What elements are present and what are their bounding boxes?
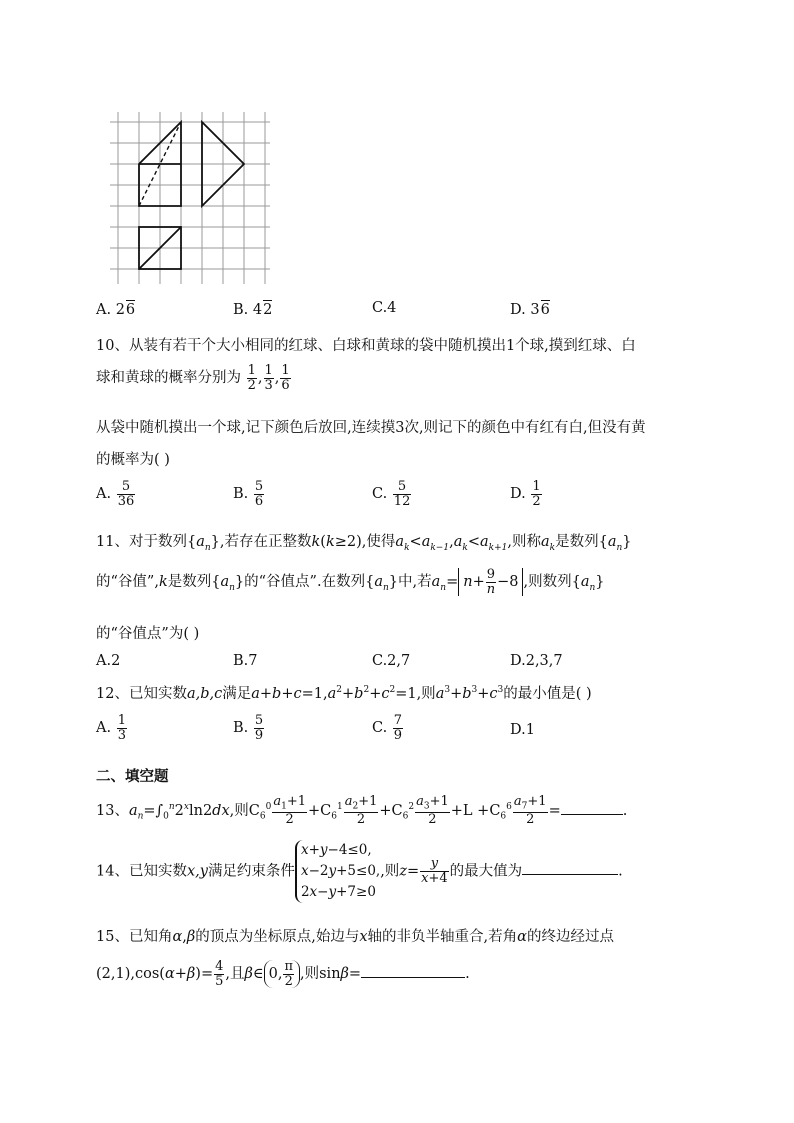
q15-line1: 15、已知角α,β的顶点为坐标原点,始边与x轴的非负半轴重合,若角α的终边经过点 — [96, 929, 614, 945]
q11-option-b: B.7 — [233, 653, 258, 669]
grid — [110, 112, 270, 284]
q11-line1: 11、对于数列$\{a_n\}$,若存在正整数k(k≥2),使得$a_k<a_{k-1},a_k<a_{k+1}$,则称$a_k$是数列$\{a_n\}$ — [96, 534, 632, 553]
q11-option-a: A.2 — [96, 653, 121, 669]
q15-line2: (2,1),cos(α+β)= $\frac{4}{5}$ ,且β∈ 0, $\frac{\pi}{2}$ ,则sinβ= . — [96, 959, 470, 989]
q9-option-b: B. 42 — [233, 302, 273, 318]
q10-option-c: C. $\frac{5}{12}$ — [372, 479, 411, 509]
q11-option-c: C.2,7 — [372, 653, 411, 669]
q12-option-a: A. $\frac{1}{3}$ — [96, 713, 126, 743]
q9-option-a: A. 26 — [96, 302, 136, 318]
q11-option-d: D.2,3,7 — [510, 653, 563, 669]
q14-line: 14、已知实数x,y满足约束条件 x+y−4≤0, x−2y+5≤0, 2x−y+7≥0 ,则z= $\frac{y}{x+4}$ 的最大值为 . — [96, 840, 623, 903]
q9-option-d: D. 36 — [510, 302, 550, 318]
q10-option-d: D. $\frac{1}{2}$ — [510, 479, 541, 509]
q11-line3: 的“谷值点”为( ) — [96, 626, 200, 642]
q12-option-b: B. $\frac{5}{9}$ — [233, 713, 264, 743]
q12-line1: 12、已知实数a,b,c满足$a+b+c=1,a^2+b^2+c^2=1$,则$a^3+b^3+c^3$的最小值是( ) — [96, 685, 592, 702]
q10-line1: 10、从装有若干个大小相同的红球、白球和黄球的袋中随机摸出1个球,摸到红球、白 — [96, 338, 636, 354]
q9-option-c: C.4 — [372, 300, 397, 316]
q10-option-a: A. $\frac{5}{36}$ — [96, 479, 135, 509]
q12-option-d: D.1 — [510, 722, 535, 738]
q10-line2: 球和黄球的概率分别为 $\frac{1}{2}$ , $\frac{1}{3}$ , $\frac{1}{6}$ — [96, 363, 290, 393]
three-view-figure — [110, 112, 270, 284]
section-heading: 二、填空题 — [96, 769, 169, 785]
q10-line3: 从袋中随机摸出一个球,记下颜色后放回,连续摸3次,则记下的颜色中有红有白,但没有黄 — [96, 420, 646, 436]
q10-line4: 的概率为( ) — [96, 452, 170, 468]
q11-line2: 的“谷值”,k是数列$\{a_n\}$的“谷值点”.在数列$\{a_n\}$中,若$a_n= n+$ $\frac{9}{n}$ −8 ,则数列$\{a_n\}$ — [96, 567, 605, 597]
q13-line: 13、$a_n=\int_0^n2^x\ln 2dx$,则$C_6^0$ $\frac{a_1+1}{2}$ $+C_6^1$ $\frac{a_2+1}{2}$ $+C_6^2$ $\frac{a_3+1}{2}$ $+L +C_6^6$ $\frac{a_7+1}{2}$ = . — [96, 794, 628, 828]
q12-option-c: C. $\frac{7}{9}$ — [372, 713, 403, 743]
q10-option-b: B. $\frac{5}{6}$ — [233, 479, 264, 509]
